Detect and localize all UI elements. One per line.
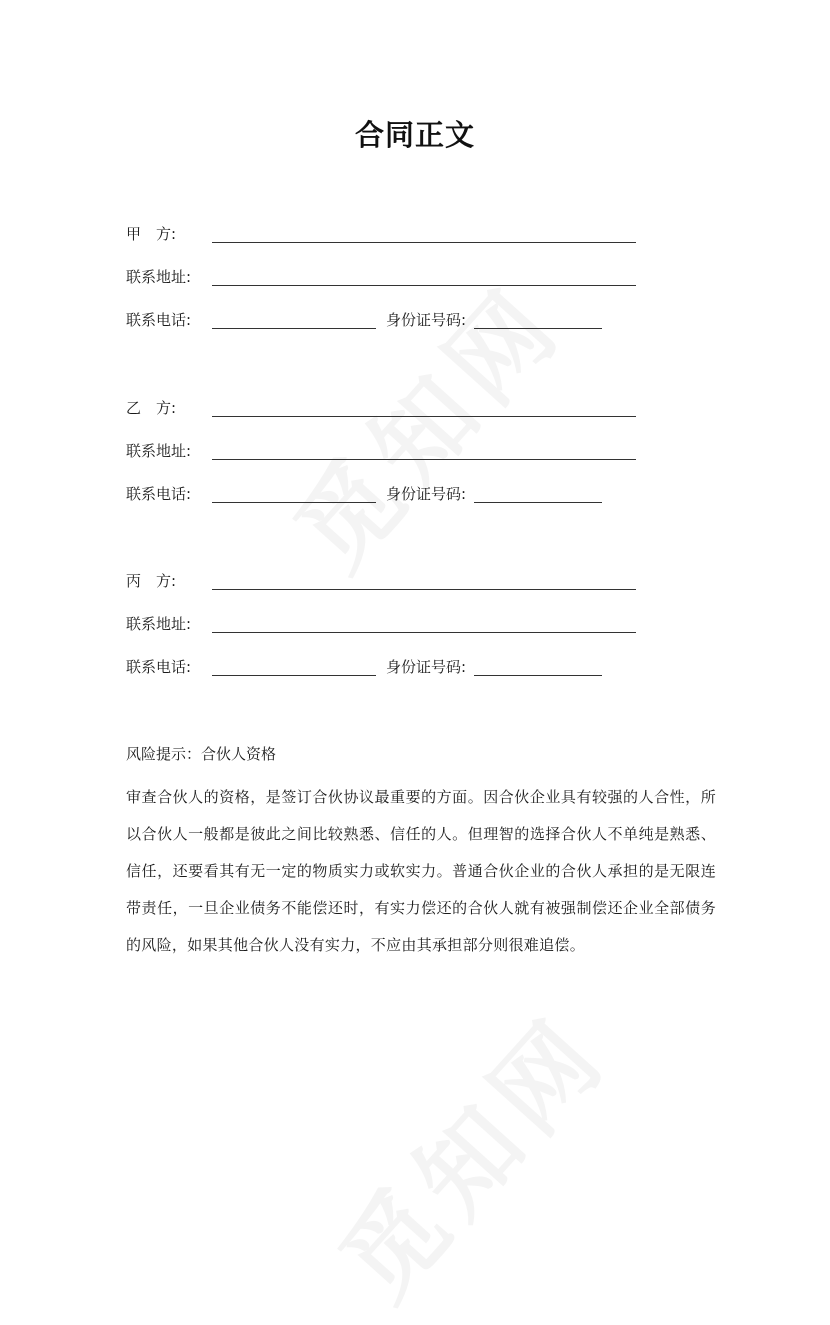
party-name-field[interactable] bbox=[212, 400, 636, 417]
id-number-field[interactable] bbox=[474, 312, 602, 329]
address-field[interactable] bbox=[212, 269, 636, 286]
phone-row bbox=[126, 484, 686, 527]
address-field[interactable] bbox=[212, 443, 636, 460]
page-title: 合同正文 bbox=[354, 118, 475, 152]
phone-row bbox=[126, 310, 686, 353]
party-name-field[interactable] bbox=[212, 226, 636, 243]
party-name-label: 甲 方: bbox=[126, 225, 177, 243]
address-row bbox=[126, 614, 686, 657]
address-label: 联系地址: bbox=[126, 268, 192, 286]
party-b-block bbox=[126, 398, 686, 527]
party-name-label: 丙 方: bbox=[126, 572, 177, 590]
party-c-block bbox=[126, 571, 686, 700]
address-label: 联系地址: bbox=[126, 615, 192, 633]
risk-note-body: 审查合伙人的资格，是签订合伙协议最重要的方面。因合伙企业具有较强的人合性，所以合伙人一般都是彼此之间比较熟悉、信任的人。但理智的选择合伙人不单纯是熟悉、信任，还要看其有无一定的物质实力或软实力。普通合伙企业的合伙人承担的是无限连带责任，一旦企业债务不能偿还时，有实力偿还的合伙人就有被强制偿还企业全部债务的风险，如果其他合伙人没有实力，不应由其承担部分则很难追偿。 bbox=[126, 788, 716, 954]
party-a-block bbox=[126, 224, 686, 353]
party-name-row bbox=[126, 571, 686, 614]
risk-note bbox=[126, 744, 716, 964]
phone-field[interactable] bbox=[212, 312, 376, 329]
phone-label: 联系电话: bbox=[126, 311, 192, 329]
phone-label: 联系电话: bbox=[126, 485, 192, 503]
id-number-label: 身份证号码: bbox=[386, 658, 467, 676]
risk-note-title: 风险提示：合伙人资格 bbox=[126, 745, 277, 763]
phone-field[interactable] bbox=[212, 659, 376, 676]
address-field[interactable] bbox=[212, 616, 636, 633]
party-name-label: 乙 方: bbox=[126, 399, 177, 417]
id-number-label: 身份证号码: bbox=[386, 485, 467, 503]
id-number-field[interactable] bbox=[474, 486, 602, 503]
phone-field[interactable] bbox=[212, 486, 376, 503]
party-name-row bbox=[126, 398, 686, 441]
party-name-row bbox=[126, 224, 686, 267]
id-number-label: 身份证号码: bbox=[386, 311, 467, 329]
phone-label: 联系电话: bbox=[126, 658, 192, 676]
phone-row bbox=[126, 657, 686, 700]
address-row bbox=[126, 267, 686, 310]
address-label: 联系地址: bbox=[126, 442, 192, 460]
address-row bbox=[126, 441, 686, 484]
party-name-field[interactable] bbox=[212, 573, 636, 590]
id-number-field[interactable] bbox=[474, 659, 602, 676]
watermark bbox=[302, 979, 634, 1325]
